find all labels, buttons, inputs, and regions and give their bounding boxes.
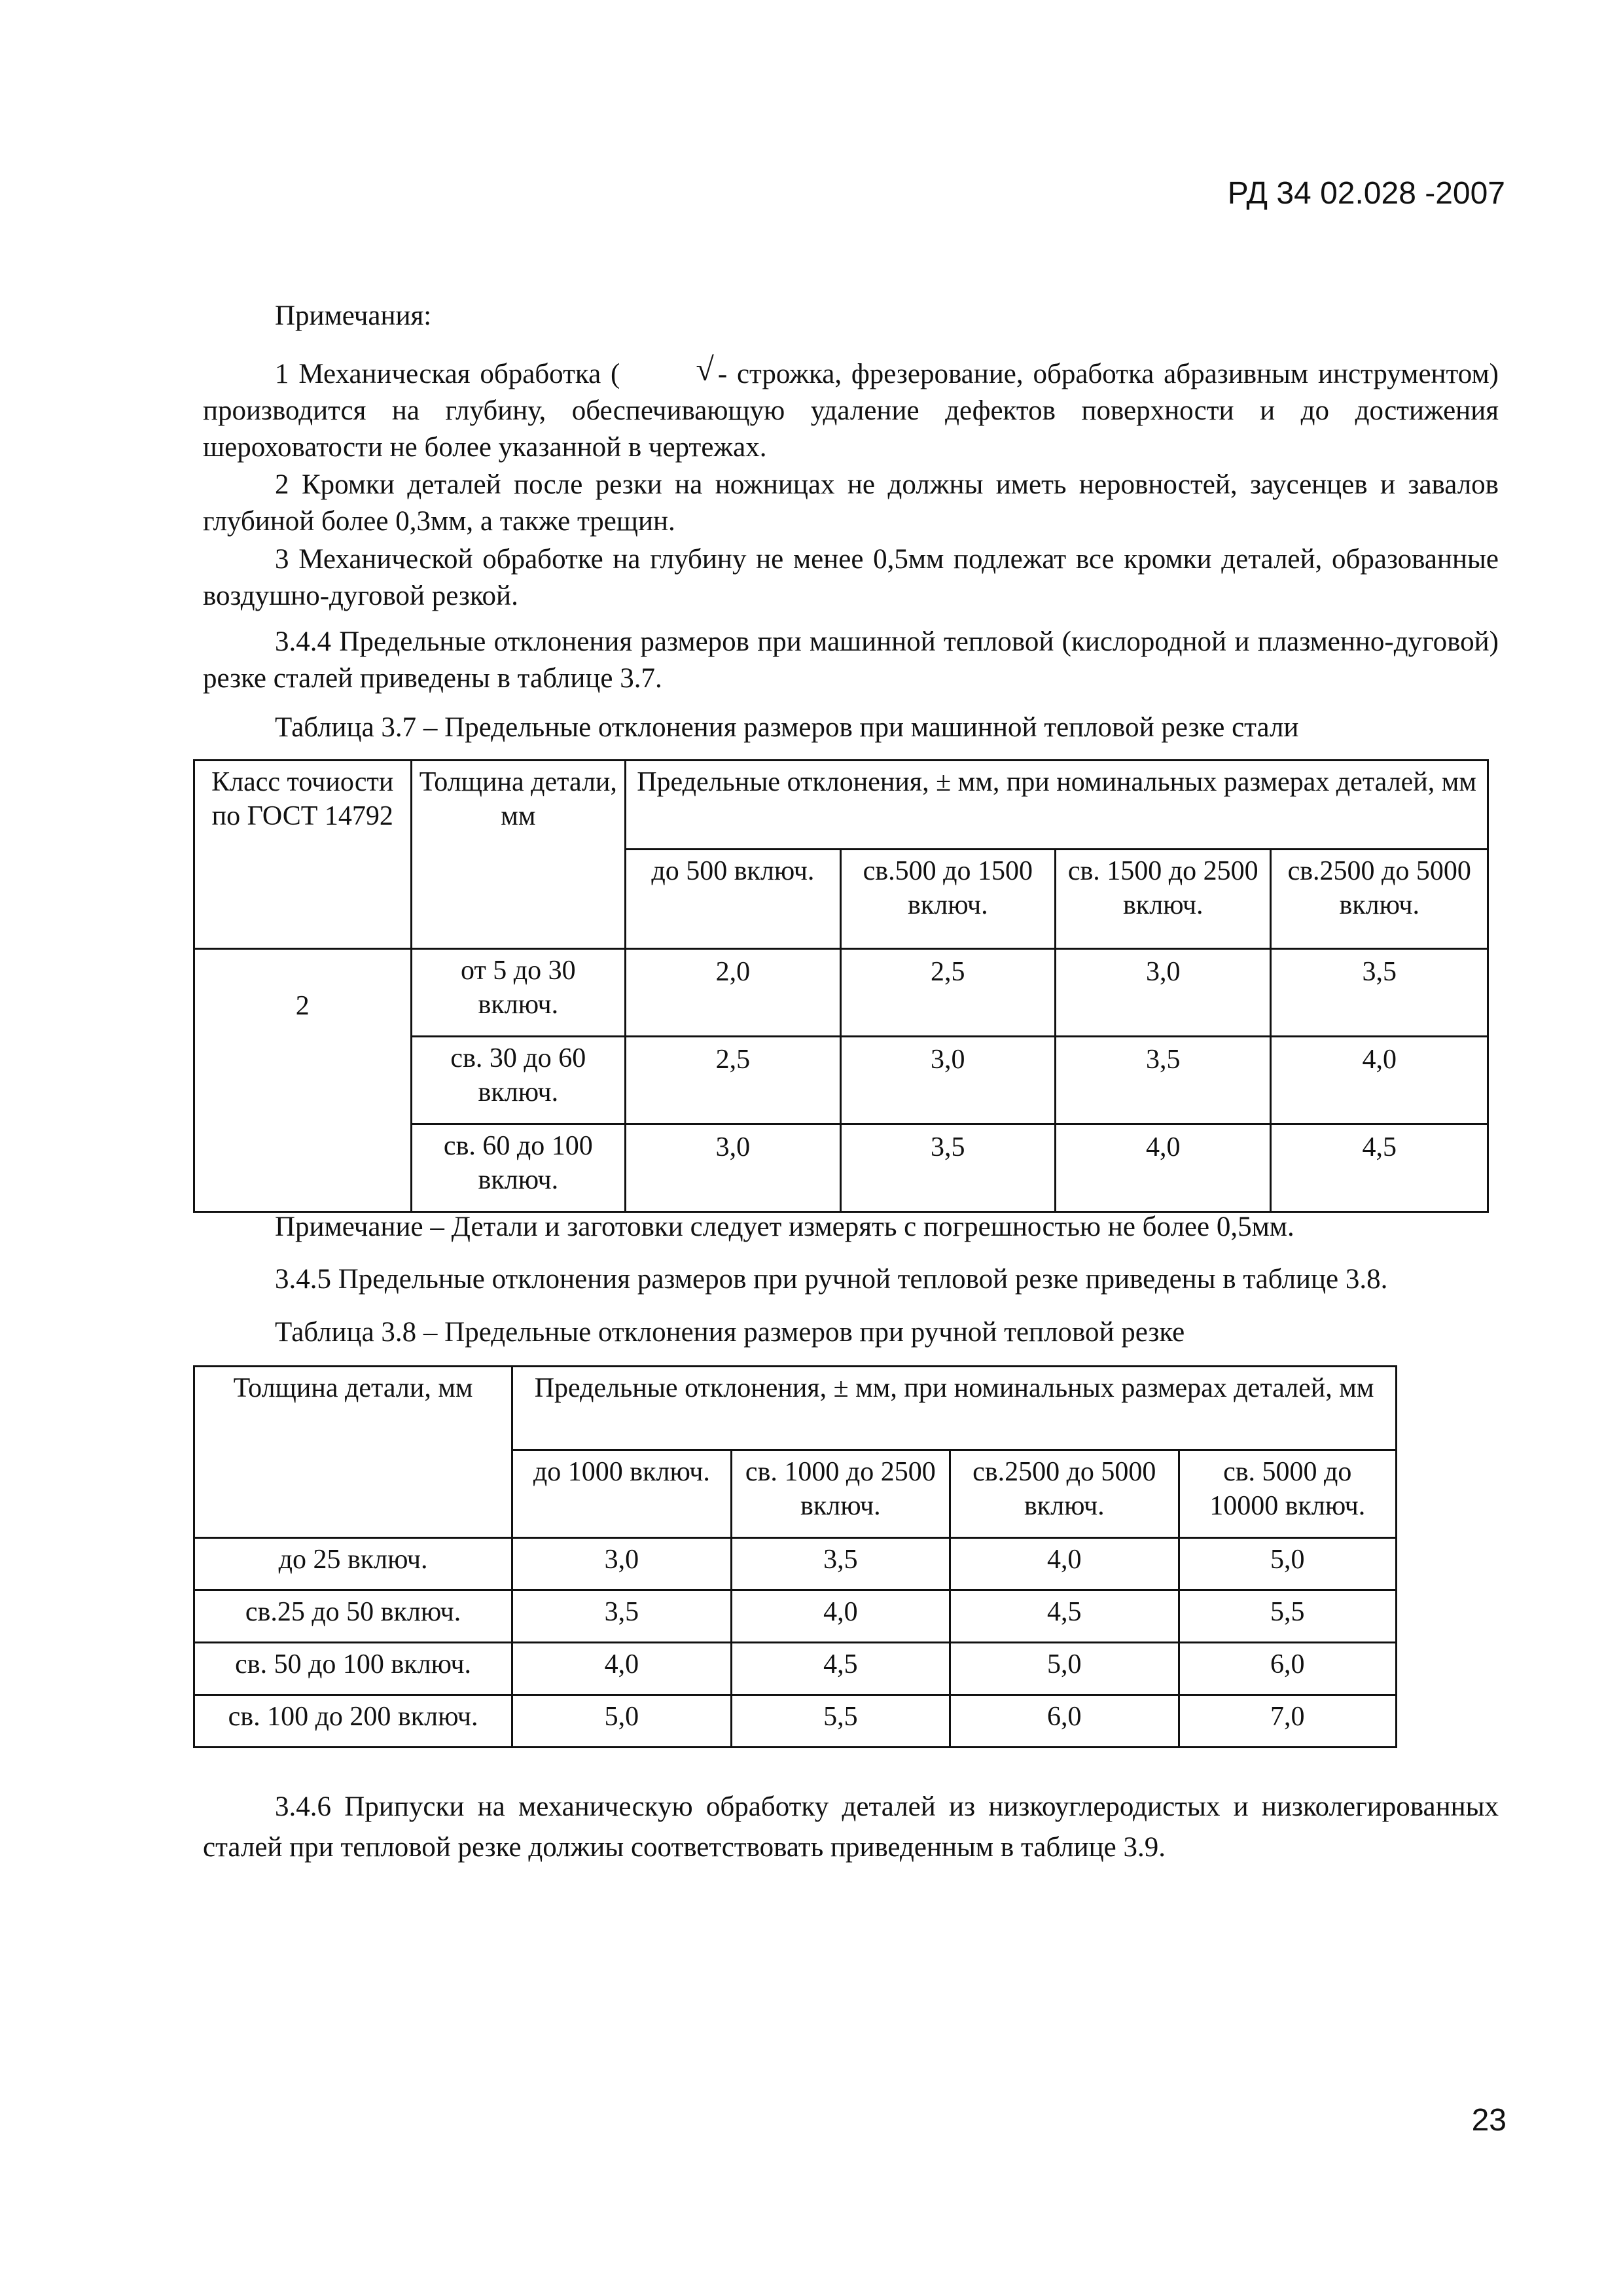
table-3-7-header-class: Класс точиости по ГОСТ 14792 — [194, 761, 412, 949]
table-3-8-value-cell: 7,0 — [1179, 1695, 1397, 1748]
table-3-7-value-cell: 2,0 — [626, 949, 840, 1037]
table-3-8-value-cell: 6,0 — [950, 1695, 1179, 1748]
table-3-7-header-thickness: Толщина детали, мм — [411, 761, 626, 949]
table-3-8-thickness-cell: св.25 до 50 включ. — [194, 1590, 512, 1643]
table-3-8-thickness-cell: св. 50 до 100 включ. — [194, 1643, 512, 1695]
table-row — [194, 1590, 1397, 1643]
table-3-8-subheader-4: св. 5000 до 10000 включ. — [1179, 1450, 1397, 1538]
table-3-8-thickness-cell: до 25 включ. — [194, 1538, 512, 1590]
roughness-check-icon: √ — [696, 351, 714, 387]
table-3-7-value-cell: 4,0 — [1056, 1124, 1271, 1212]
table-3-8-value-cell: 5,5 — [1179, 1590, 1397, 1643]
table-3-7 — [193, 759, 1489, 1213]
table-3-7-value-cell: 3,0 — [840, 1037, 1055, 1124]
table-3-8-value-cell: 5,0 — [1179, 1538, 1397, 1590]
page-number: 23 — [1471, 2103, 1507, 2138]
table-3-8-value-cell: 4,0 — [950, 1538, 1179, 1590]
section-3-4-6: 3.4.6 Припуски на механическую обработку деталей из низкоуглеродистых и низколегированных сталей при тепловой резке должиы соответствовать приведенным в таблице 3.9. — [203, 1791, 1499, 1863]
table-3-7-value-cell: 3,5 — [1271, 949, 1488, 1037]
table-3-7-value-cell: 2,5 — [840, 949, 1055, 1037]
table-3-7-value-cell: 3,0 — [1056, 949, 1271, 1037]
table-3-7-note: Примечание – Детали и заготовки следует измерять с погрешностью не более 0,5мм. — [275, 1211, 1294, 1242]
note-1 — [203, 353, 1499, 466]
table-3-8-value-cell: 3,5 — [512, 1590, 731, 1643]
table-3-8-caption: Таблица 3.8 – Предельные отклонения размеров при ручной тепловой резке — [275, 1317, 1185, 1348]
table-3-7-value-cell: 2,5 — [626, 1037, 840, 1124]
table-3-8 — [193, 1365, 1397, 1748]
table-3-8-subheader-2: св. 1000 до 2500 включ. — [731, 1450, 950, 1538]
table-row — [194, 949, 1488, 1037]
table-3-7-thickness-cell: от 5 до 30 включ. — [411, 949, 626, 1037]
table-3-7-value-cell: 3,5 — [1056, 1037, 1271, 1124]
table-3-8-header-thickness: Толщина детали, мм — [194, 1367, 512, 1538]
table-3-7-caption: Таблица 3.7 – Предельные отклонения размеров при машинной тепловой резке стали — [275, 712, 1299, 743]
table-3-8-thickness-cell: св. 100 до 200 включ. — [194, 1695, 512, 1748]
table-3-7-value-cell: 4,0 — [1271, 1037, 1488, 1124]
table-3-8-value-cell: 5,0 — [950, 1643, 1179, 1695]
table-3-7-subheader-1: до 500 включ. — [626, 850, 840, 949]
table-3-8-value-cell: 3,0 — [512, 1538, 731, 1590]
table-3-8-header-group: Предельные отклонения, ± мм, при номинальных размерах деталей, мм — [512, 1367, 1397, 1450]
note-3: 3 Механической обработке на глубину не менее 0,5мм подлежат все кромки деталей, образованные воздушно-дуговой резкой. — [203, 544, 1499, 611]
section-3-4-4: 3.4.4 Предельные отклонения размеров при машинной тепловой (кислородной и плазменно-дуговой) резке сталей приведены в таблице 3.7. — [203, 626, 1499, 694]
table-3-8-value-cell: 4,5 — [731, 1643, 950, 1695]
table-3-7-class-cell: 2 — [194, 949, 412, 1212]
table-3-7-subheader-4: св.2500 до 5000 включ. — [1271, 850, 1488, 949]
table-3-7-header-group: Предельные отклонения, ± мм, при номинальных размерах деталей, мм — [626, 761, 1488, 850]
note-1-text: - строжка, фрезерование, обработка абразивным инструментом) производится на глубину, обеспечивающую удаление дефектов поверхности и до достижения шероховатости не более указанной в чертежах. — [203, 359, 1499, 463]
document-code: РД 34 02.028 -2007 — [1227, 176, 1505, 211]
table-3-8-value-cell: 4,5 — [950, 1590, 1179, 1643]
table-3-7-value-cell: 3,0 — [626, 1124, 840, 1212]
table-3-8-value-cell: 4,0 — [731, 1590, 950, 1643]
table-3-8-subheader-1: до 1000 включ. — [512, 1450, 731, 1538]
section-3-4-5: 3.4.5 Предельные отклонения размеров при ручной тепловой резке приведены в таблице 3.8. — [275, 1264, 1388, 1295]
table-3-7-value-cell: 3,5 — [840, 1124, 1055, 1212]
table-3-7-subheader-3: св. 1500 до 2500 включ. — [1056, 850, 1271, 949]
table-3-8-subheader-3: св.2500 до 5000 включ. — [950, 1450, 1179, 1538]
table-3-7-subheader-2: св.500 до 1500 включ. — [840, 850, 1055, 949]
table-3-8-value-cell: 3,5 — [731, 1538, 950, 1590]
table-3-8-value-cell: 6,0 — [1179, 1643, 1397, 1695]
table-3-7-thickness-cell: св. 30 до 60 включ. — [411, 1037, 626, 1124]
table-row — [194, 1538, 1397, 1590]
note-2: 2 Кромки деталей после резки на ножницах не должны иметь неровностей, заусенцев и завалов глубиной более 0,3мм, а также трещин. — [203, 469, 1499, 537]
table-3-8-value-cell: 5,0 — [512, 1695, 731, 1748]
table-3-7-thickness-cell: св. 60 до 100 включ. — [411, 1124, 626, 1212]
table-row — [194, 1643, 1397, 1695]
table-3-8-value-cell: 4,0 — [512, 1643, 731, 1695]
note-1-prefix: 1 Механическая обработка ( — [275, 359, 620, 389]
notes-title: Примечания: — [275, 300, 432, 331]
table-3-7-value-cell: 4,5 — [1271, 1124, 1488, 1212]
table-row — [194, 1695, 1397, 1748]
table-3-8-value-cell: 5,5 — [731, 1695, 950, 1748]
